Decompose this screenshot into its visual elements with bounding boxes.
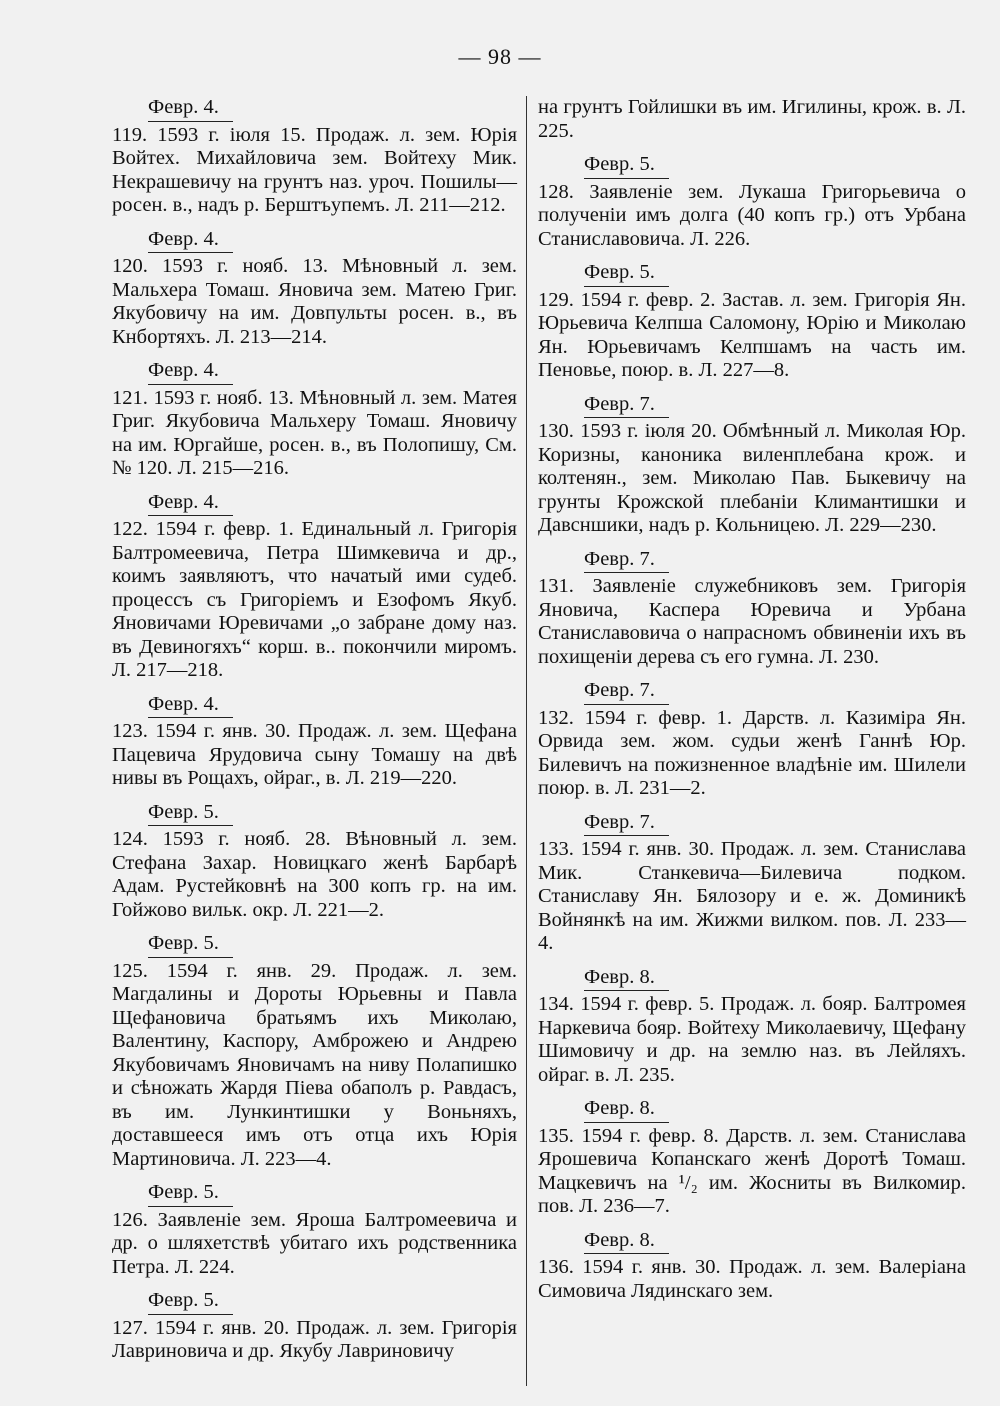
entry [538, 153, 966, 251]
entry-text: 122. 1594 г. февр. 1. Единальный л. Григорія Балтромеевича, Петра Шимкевича и др., коимъ заявляютъ, что начатый ими судеб. процессъ съ Григоріемъ и Езофомъ Якуб. Яновичами Юревичами „о забране дому наз. въ Девиногяхъ“ корш. в.. покончили миромъ. Л. 217—218. [112, 518, 517, 681]
entry-date-heading: Февр. 5. [148, 932, 233, 958]
entry-text: 123. 1594 г. янв. 30. Продаж. л. зем. Щефана Пацевича Ярудовича сыну Томашу на двѣ нивы въ Рощахъ, ойраг., в. Л. 219—220. [112, 720, 517, 789]
entry-date-heading: Февр. 7. [584, 811, 669, 837]
entry [112, 801, 517, 923]
entry [112, 96, 517, 218]
entry [112, 1181, 517, 1279]
entry-date-heading: Февр. 7. [584, 393, 669, 419]
entry-text: 128. Заявленіе зем. Лукаша Григорьевича о полученіи имъ долга (40 копъ гр.) отъ Урбана Станиславовича. Л. 226. [538, 180, 966, 250]
entry-date-heading: Февр. 4. [148, 228, 233, 254]
entry [538, 548, 966, 670]
entry-text: 135. 1594 г. февр. 8. Дарств. л. зем. Станислава Ярошевича Копанскаго женѣ Доротѣ Томаш. Мацкевичъ на ¹/₂ им. Жосниты въ Вилкомир. пов. Л. 236—7. [538, 1124, 966, 1217]
entry-date-heading: Февр. 5. [584, 153, 669, 179]
entry-text: 120. 1593 г. нояб. 13. Мѣновный л. зем. Мальхера Томаш. Яновича зем. Матею Григ. Якубовичу на им. Довпульты росен. в., въ Кнбортяхъ. Л. 213—214. [112, 255, 517, 348]
entry [112, 228, 517, 350]
entry [112, 932, 517, 1171]
entry-date-heading: Февр. 8. [584, 966, 669, 992]
page-number: — 98 — [458, 44, 542, 69]
entry-date-heading: Февр. 5. [148, 801, 233, 827]
entry-text: 126. Заявленіе зем. Ярошa Балтромеевича и др. о шляхетствѣ убитаго ихъ родственника Петра. Л. 224. [112, 1208, 517, 1278]
column-divider [526, 96, 527, 1386]
entry-text: 134. 1594 г. февр. 5. Продаж. л. бояр. Балтромея Наркевича бояр. Войтеху Миколаевичу, Щефану Шимовичу и др. на землю наз. въ Лейляхъ. ойраг. в. Л. 235. [538, 993, 966, 1086]
entry-text: 124. 1593 г. нояб. 28. Вѣновный л. зем. Стефана Захар. Новицкаго женѣ Барбарѣ Адам. Рустейковнѣ на 300 копъ гр. на им. Гойжово вильк. окр. Л. 221—2. [112, 828, 517, 921]
entry-text: 136. 1594 г. янв. 30. Продаж. л. зем. Валеріана Симовича Лядинскаго зем. [538, 1256, 966, 1302]
entry-text: 133. 1594 г. янв. 30. Продаж. л. зем. Станислава Мик. Станкевича—Билевича подком. Станиславу Ян. Бялозору и е. ж. Доминикѣ Войнянкѣ на им. Жижми вилком. пов. Л. 233—4. [538, 838, 966, 954]
entry [112, 693, 517, 791]
entry [538, 1229, 966, 1304]
entry-date-heading: Февр. 5. [584, 261, 669, 287]
entry-date-heading: Февр. 7. [584, 679, 669, 705]
entry-text: 130. 1593 г. іюля 20. Обмѣнный л. Миколая Юр. Коризны, каноника виленплебана крож. и колтенян., зем. Миколаю Пав. Быкевичу на грунты Крожской плебаніи Климантишки и Давсншики, надъ р. Кольницею. Л. 229—230. [538, 420, 966, 536]
right-column [538, 96, 966, 1313]
entry-date-heading: Февр. 7. [584, 548, 669, 574]
entry-date-heading: Февр. 5. [148, 1289, 233, 1315]
entry [538, 811, 966, 956]
entry-text: 129. 1594 г. февр. 2. Застав. л. зем. Григорія Ян. Юрьевича Келпша Саломону, Юрію и Миколаю Ян. Юрьевичамъ Келпшамъ на часть им. Пеновье, поюр. в. Л. 227—8. [538, 288, 966, 381]
entry-date-heading: Февр. 4. [148, 693, 233, 719]
entry-date-heading: Февр. 5. [148, 1181, 233, 1207]
entry [538, 393, 966, 538]
entry-date-heading: Февр. 8. [584, 1229, 669, 1255]
entry [538, 679, 966, 801]
entry-continuation: на грунтъ Гойлишки въ им. Игилины, крож. в. Л. 225. [538, 96, 966, 142]
entry [112, 359, 517, 481]
left-column [112, 96, 517, 1374]
entry [538, 966, 966, 1088]
entry-date-heading: Февр. 4. [148, 491, 233, 517]
entry-date-heading: Февр. 4. [148, 96, 233, 122]
entry-text: 132. 1594 г. февр. 1. Дарств. л. Казиміра Ян. Орвида зем. жом. судьи женѣ Ганнѣ Юр. Билевичъ на пожизненное владѣніе им. Шилели поюр. в. Л. 231—2. [538, 706, 966, 799]
entry [112, 1289, 517, 1364]
entry-date-heading: Февр. 4. [148, 359, 233, 385]
entry-text: 127. 1594 г. янв. 20. Продаж. л. зем. Григорія Лавриновича и др. Якубу Лавриновичу [112, 1316, 517, 1362]
entry-text: 131. Заявленіе служебниковъ зем. Григорія Яновича, Каспера Юревича и Урбана Станиславовича о напрасномъ обвиненіи ихъ въ похищеніи дерева съ его гумна. Л. 230. [538, 575, 966, 668]
entry [112, 491, 517, 683]
entry-text: 119. 1593 г. іюля 15. Продаж. л. зем. Юрія Войтех. Михайловича зем. Войтеху Мик. Некрашевичу на грунтъ наз. уроч. Пошилы—росен. в., надъ р. Берштъупемъ. Л. 211—212. [112, 123, 517, 216]
entry [538, 261, 966, 383]
entry-text: 121. 1593 г. нояб. 13. Мѣновный л. зем. Матея Григ. Якубовича Мальхеру Томаш. Яновичу на им. Юргайше, росен. в., въ Полопишу, См. № 120. Л. 215—216. [112, 386, 517, 479]
entry [538, 1097, 966, 1219]
entry-date-heading: Февр. 8. [584, 1097, 669, 1123]
entry-text: 125. 1594 г. янв. 29. Продаж. л. зем. Магдалины и Дороты Юрьевны и Павла Щефановича братьямъ ихъ Миколаю, Валентину, Каспору, Амброжею и Андрею Якубовичамъ Яновичамъ на ниву Полапишко и сѣножать Жардя Піева обаполъ р. Равдасъ, въ им. Лункинтишки у Воньняхъ, доставшееся имъ отъ отца ихъ Юрія Мартиновича. Л. 223—4. [112, 959, 517, 1170]
